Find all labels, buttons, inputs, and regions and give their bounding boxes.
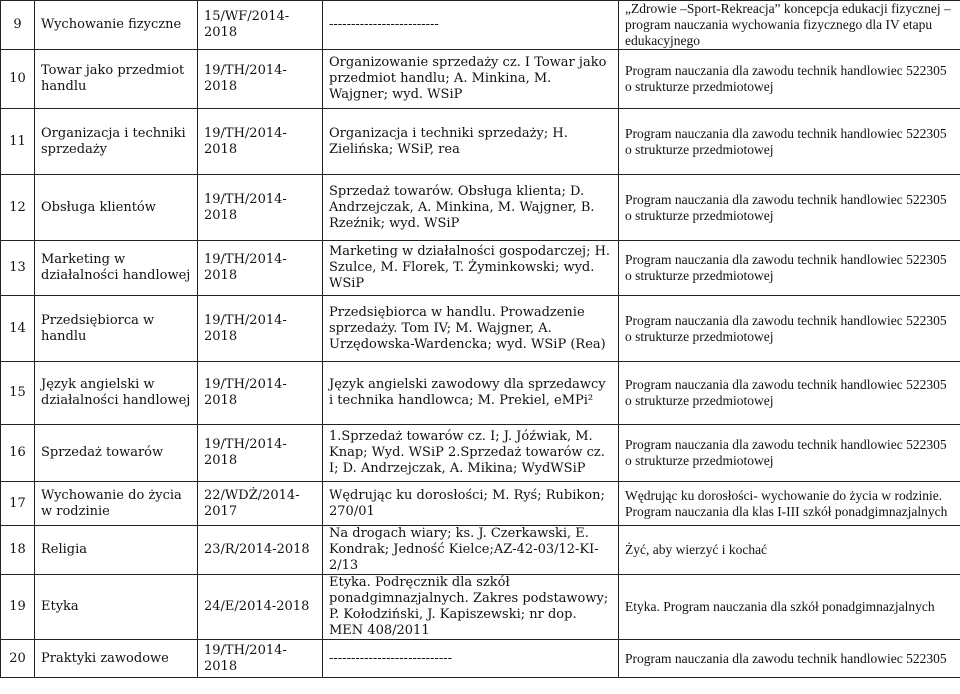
row-number: 16	[1, 425, 35, 482]
program-line: Program nauczania dla zawodu technik handlowiec 522305	[625, 437, 947, 452]
textbook-cell: Język angielski zawodowy dla sprzedawcy i technika handlowca; M. Prekiel, eMPi²	[323, 362, 619, 425]
program-cell	[619, 175, 960, 241]
program-cell	[619, 362, 960, 425]
program-cell	[619, 296, 960, 362]
program-line: Wędrując ku dorosłości- wychowanie do życia w rodzinie.	[625, 487, 943, 503]
program-line: o strukturze przedmiotowej	[625, 453, 774, 468]
row-number: 9	[1, 1, 35, 50]
program-line: Program nauczania dla zawodu technik handlowiec 522305	[625, 252, 947, 267]
textbook-cell: Na drogach wiary; ks. J. Czerkawski, E. Kondrak; Jedność Kielce;AZ-42-03/12-KI-2/13	[323, 526, 619, 575]
table-row	[1, 109, 960, 175]
program-line: Program nauczania dla zawodu technik handlowiec 522305	[625, 650, 947, 666]
program-cell	[619, 425, 960, 482]
textbook-cell: Wędrując ku dorosłości; M. Ryś; Rubikon; 270/01	[323, 482, 619, 526]
program-line: Program nauczania dla zawodu technik handlowiec 522305	[625, 377, 947, 392]
program-cell	[619, 482, 960, 526]
program-line: Program nauczania dla zawodu technik handlowiec 522305	[625, 312, 947, 328]
subject-cell: Wychowanie fizyczne	[35, 1, 198, 50]
program-line: Program nauczania dla zawodu technik handlowiec 522305	[625, 125, 947, 141]
program-code-cell: 19/TH/2014-2018	[198, 241, 323, 296]
subject-cell: Etyka	[35, 575, 198, 640]
row-number: 18	[1, 526, 35, 575]
table-row	[1, 175, 960, 241]
program-cell	[619, 526, 960, 575]
program-line: o strukturze przedmiotowej	[625, 79, 774, 94]
subject-cell: Sprzedaż towarów	[35, 425, 198, 482]
program-line: o strukturze przedmiotowej	[625, 328, 774, 344]
textbook-cell: Marketing w działalności gospodarczej; H. Szulce, M. Florek, T. Żyminkowski; wyd. WSiP	[323, 241, 619, 296]
table-row	[1, 50, 960, 109]
row-number: 13	[1, 241, 35, 296]
textbook-cell: -------------------------	[323, 1, 619, 50]
program-line: Żyć, aby wierzyć i kochać	[625, 542, 768, 557]
row-number: 15	[1, 362, 35, 425]
row-number: 11	[1, 109, 35, 175]
program-line: Program nauczania dla klas I-III szkół ponadgimnazjalnych	[625, 503, 948, 519]
table-row	[1, 296, 960, 362]
table-row	[1, 425, 960, 482]
row-number: 19	[1, 575, 35, 640]
subject-cell: Praktyki zawodowe	[35, 640, 198, 678]
row-number: 20	[1, 640, 35, 678]
textbook-cell: 1.Sprzedaż towarów cz. I; J. Jóźwiak, M. Knap; Wyd. WSiP 2.Sprzedaż towarów cz. I; D. Andrzejczak, A. Mikina; WydWSiP	[323, 425, 619, 482]
textbook-cell: Sprzedaż towarów. Obsługa klienta; D. Andrzejczak, A. Minkina, M. Wajgner, B. Rzeźnik; wyd. WSiP	[323, 175, 619, 241]
subject-cell: Marketing w działalności handlowej	[35, 241, 198, 296]
program-code-cell: 15/WF/2014-2018	[198, 1, 323, 50]
program-code-cell: 23/R/2014-2018	[198, 526, 323, 575]
table-row	[1, 575, 960, 640]
program-code-cell: 19/TH/2014-2018	[198, 362, 323, 425]
row-number: 12	[1, 175, 35, 241]
program-code-cell: 19/TH/2014-2018	[198, 296, 323, 362]
subject-cell: Wychowanie do życia w rodzinie	[35, 482, 198, 526]
row-number: 10	[1, 50, 35, 109]
program-code-cell: 19/TH/2014-2018	[198, 50, 323, 109]
program-line: Etyka. Program nauczania dla szkół ponadgimnazjalnych	[625, 599, 935, 614]
program-code-cell: 19/TH/2014-2018	[198, 109, 323, 175]
program-line: o strukturze przedmiotowej	[625, 141, 774, 157]
table-row	[1, 362, 960, 425]
row-number: 14	[1, 296, 35, 362]
table-row	[1, 241, 960, 296]
table-row	[1, 482, 960, 526]
program-code-cell: 19/TH/2014-2018	[198, 175, 323, 241]
program-code-cell: 24/E/2014-2018	[198, 575, 323, 640]
textbook-cell: Etyka. Podręcznik dla szkół ponadgimnazjalnych. Zakres podstawowy; P. Kołodziński, J. Kapiszewski; nr dop. MEN 408/2011	[323, 575, 619, 640]
table-row	[1, 640, 960, 678]
program-code-cell: 19/TH/2014-2018	[198, 425, 323, 482]
program-line: o strukturze przedmiotowej	[625, 268, 774, 283]
subject-cell: Obsługa klientów	[35, 175, 198, 241]
program-code-cell: 22/WDŻ/2014-2017	[198, 482, 323, 526]
program-line: o strukturze przedmiotowej	[625, 207, 774, 223]
program-code-cell: 19/TH/2014-2018	[198, 640, 323, 678]
program-cell	[619, 50, 960, 109]
program-cell	[619, 1, 960, 50]
program-line: o strukturze przedmiotowej	[625, 393, 774, 408]
subject-cell: Przedsiębiorca w handlu	[35, 296, 198, 362]
table-row	[1, 526, 960, 575]
program-cell	[619, 575, 960, 640]
row-number: 17	[1, 482, 35, 526]
subject-cell: Towar jako przedmiot handlu	[35, 50, 198, 109]
textbook-cell: Organizacja i techniki sprzedaży; H. Zielińska; WSiP, rea	[323, 109, 619, 175]
subject-cell: Język angielski w działalności handlowej	[35, 362, 198, 425]
program-cell	[619, 109, 960, 175]
textbook-cell: Organizowanie sprzedaży cz. I Towar jako przedmiot handlu; A. Minkina, M. Wajgner; wyd. WSiP	[323, 50, 619, 109]
program-line: Program nauczania dla zawodu technik handlowiec 522305	[625, 63, 947, 78]
subject-cell: Religia	[35, 526, 198, 575]
subject-cell: Organizacja i techniki sprzedaży	[35, 109, 198, 175]
program-cell	[619, 241, 960, 296]
textbook-cell: ----------------------------	[323, 640, 619, 678]
program-line: Program nauczania dla zawodu technik handlowiec 522305	[625, 191, 947, 207]
table-row	[1, 1, 960, 50]
program-cell	[619, 640, 960, 678]
program-line: „Zdrowie –Sport-Rekreacja” koncepcja edukacji fizycznej –program nauczania wychowania fizycznego dla IV etapu edukacyjnego	[625, 1, 951, 48]
textbook-cell: Przedsiębiorca w handlu. Prowadzenie sprzedaży. Tom IV; M. Wajgner, A. Urzędowska-Wardencka; wyd. WSiP (Rea)	[323, 296, 619, 362]
